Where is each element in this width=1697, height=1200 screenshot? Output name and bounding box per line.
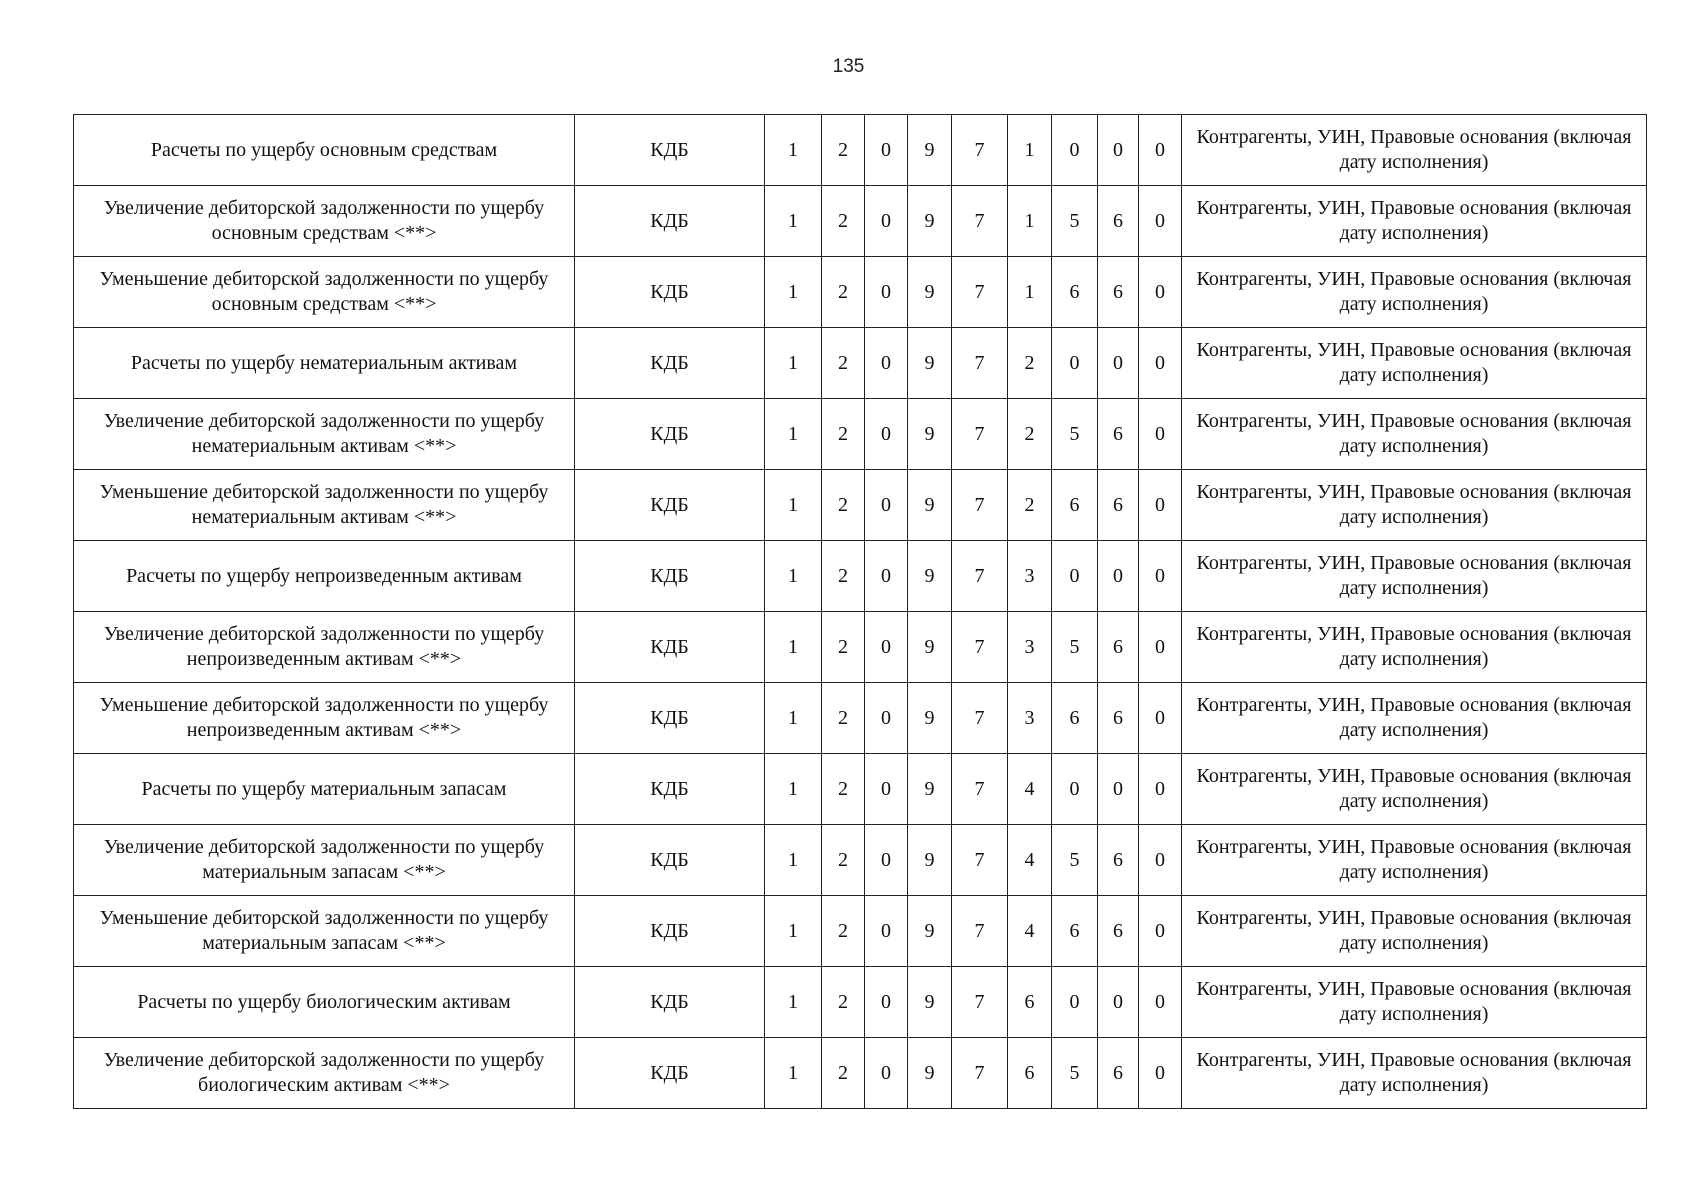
account-digit-cell: 0: [1139, 896, 1182, 967]
account-name-cell: Увеличение дебиторской задолженности по ущербу непроизведенным активам <**>: [74, 612, 575, 683]
account-digit-cell: 0: [1139, 470, 1182, 541]
account-digit-cell: 9: [908, 1038, 952, 1109]
analytics-cell: Контрагенты, УИН, Правовые основания (включая дату исполнения): [1182, 754, 1647, 825]
account-digit-cell: 9: [908, 825, 952, 896]
account-digit-cell: 0: [1139, 754, 1182, 825]
account-digit-cell: 0: [1098, 754, 1139, 825]
account-digit-cell: 5: [1052, 186, 1098, 257]
account-digit-cell: 0: [1139, 115, 1182, 186]
account-digit-cell: 1: [765, 115, 822, 186]
account-digit-cell: 9: [908, 257, 952, 328]
account-digit-cell: 0: [1139, 683, 1182, 754]
account-digit-cell: 0: [1098, 967, 1139, 1038]
account-name-cell: Расчеты по ущербу биологическим активам: [74, 967, 575, 1038]
account-digit-cell: 1: [765, 967, 822, 1038]
account-digit-cell: 1: [1008, 115, 1052, 186]
code-type-cell: КДБ: [575, 186, 765, 257]
account-digit-cell: 1: [765, 541, 822, 612]
table-row: [74, 186, 1647, 257]
account-digit-cell: 1: [1008, 186, 1052, 257]
account-name-cell: Расчеты по ущербу материальным запасам: [74, 754, 575, 825]
account-digit-cell: 0: [1139, 612, 1182, 683]
account-digit-cell: 0: [865, 754, 908, 825]
account-digit-cell: 0: [865, 328, 908, 399]
account-digit-cell: 2: [1008, 470, 1052, 541]
account-digit-cell: 2: [822, 612, 865, 683]
account-digit-cell: 3: [1008, 612, 1052, 683]
account-digit-cell: 0: [865, 967, 908, 1038]
code-type-cell: КДБ: [575, 115, 765, 186]
table-row: [74, 541, 1647, 612]
account-digit-cell: 1: [765, 328, 822, 399]
analytics-cell: Контрагенты, УИН, Правовые основания (включая дату исполнения): [1182, 186, 1647, 257]
account-digit-cell: 1: [765, 754, 822, 825]
account-digit-cell: 0: [1098, 328, 1139, 399]
account-digit-cell: 9: [908, 541, 952, 612]
table-row: [74, 328, 1647, 399]
account-digit-cell: 6: [1098, 399, 1139, 470]
account-digit-cell: 5: [1052, 399, 1098, 470]
account-digit-cell: 9: [908, 115, 952, 186]
account-digit-cell: 1: [765, 1038, 822, 1109]
accounts-table: [73, 114, 1647, 1109]
account-digit-cell: 7: [952, 683, 1008, 754]
code-type-cell: КДБ: [575, 612, 765, 683]
analytics-cell: Контрагенты, УИН, Правовые основания (включая дату исполнения): [1182, 328, 1647, 399]
account-digit-cell: 0: [865, 399, 908, 470]
account-digit-cell: 6: [1098, 1038, 1139, 1109]
account-digit-cell: 5: [1052, 1038, 1098, 1109]
code-type-cell: КДБ: [575, 825, 765, 896]
account-name-cell: Расчеты по ущербу непроизведенным активам: [74, 541, 575, 612]
account-digit-cell: 6: [1052, 470, 1098, 541]
account-digit-cell: 0: [1139, 1038, 1182, 1109]
account-name-cell: Увеличение дебиторской задолженности по ущербу нематериальным активам <**>: [74, 399, 575, 470]
table-row: [74, 399, 1647, 470]
account-digit-cell: 7: [952, 612, 1008, 683]
account-digit-cell: 0: [865, 683, 908, 754]
account-digit-cell: 7: [952, 541, 1008, 612]
analytics-cell: Контрагенты, УИН, Правовые основания (включая дату исполнения): [1182, 612, 1647, 683]
account-digit-cell: 6: [1008, 1038, 1052, 1109]
account-digit-cell: 0: [865, 470, 908, 541]
account-digit-cell: 9: [908, 896, 952, 967]
analytics-cell: Контрагенты, УИН, Правовые основания (включая дату исполнения): [1182, 896, 1647, 967]
account-name-cell: Уменьшение дебиторской задолженности по ущербу материальным запасам <**>: [74, 896, 575, 967]
analytics-cell: Контрагенты, УИН, Правовые основания (включая дату исполнения): [1182, 683, 1647, 754]
account-digit-cell: 2: [822, 825, 865, 896]
account-digit-cell: 7: [952, 896, 1008, 967]
account-digit-cell: 2: [822, 115, 865, 186]
table-row: [74, 612, 1647, 683]
account-digit-cell: 7: [952, 328, 1008, 399]
account-digit-cell: 0: [865, 825, 908, 896]
analytics-cell: Контрагенты, УИН, Правовые основания (включая дату исполнения): [1182, 115, 1647, 186]
account-digit-cell: 6: [1052, 896, 1098, 967]
account-digit-cell: 2: [1008, 328, 1052, 399]
account-digit-cell: 7: [952, 257, 1008, 328]
account-digit-cell: 0: [1052, 754, 1098, 825]
account-digit-cell: 9: [908, 399, 952, 470]
analytics-cell: Контрагенты, УИН, Правовые основания (включая дату исполнения): [1182, 541, 1647, 612]
account-digit-cell: 7: [952, 825, 1008, 896]
account-digit-cell: 0: [1139, 399, 1182, 470]
account-digit-cell: 0: [865, 115, 908, 186]
code-type-cell: КДБ: [575, 1038, 765, 1109]
account-digit-cell: 5: [1052, 825, 1098, 896]
account-digit-cell: 0: [1052, 115, 1098, 186]
table-row: [74, 825, 1647, 896]
table-body: [74, 115, 1647, 1109]
account-digit-cell: 2: [822, 541, 865, 612]
account-name-cell: Расчеты по ущербу основным средствам: [74, 115, 575, 186]
account-digit-cell: 9: [908, 612, 952, 683]
account-digit-cell: 2: [1008, 399, 1052, 470]
account-digit-cell: 1: [765, 399, 822, 470]
account-digit-cell: 0: [865, 896, 908, 967]
code-type-cell: КДБ: [575, 967, 765, 1038]
account-digit-cell: 0: [1139, 328, 1182, 399]
account-digit-cell: 7: [952, 186, 1008, 257]
account-digit-cell: 7: [952, 1038, 1008, 1109]
account-digit-cell: 6: [1052, 257, 1098, 328]
account-name-cell: Увеличение дебиторской задолженности по ущербу основным средствам <**>: [74, 186, 575, 257]
account-digit-cell: 0: [865, 612, 908, 683]
analytics-cell: Контрагенты, УИН, Правовые основания (включая дату исполнения): [1182, 825, 1647, 896]
code-type-cell: КДБ: [575, 541, 765, 612]
account-digit-cell: 6: [1098, 825, 1139, 896]
account-digit-cell: 1: [765, 896, 822, 967]
account-name-cell: Увеличение дебиторской задолженности по ущербу биологическим активам <**>: [74, 1038, 575, 1109]
code-type-cell: КДБ: [575, 328, 765, 399]
account-digit-cell: 6: [1098, 683, 1139, 754]
account-digit-cell: 1: [765, 612, 822, 683]
account-digit-cell: 9: [908, 683, 952, 754]
account-digit-cell: 2: [822, 186, 865, 257]
account-digit-cell: 2: [822, 1038, 865, 1109]
account-digit-cell: 1: [765, 470, 822, 541]
code-type-cell: КДБ: [575, 754, 765, 825]
account-digit-cell: 0: [1052, 967, 1098, 1038]
account-digit-cell: 7: [952, 470, 1008, 541]
account-digit-cell: 0: [1139, 967, 1182, 1038]
page-number: 135: [832, 56, 865, 77]
account-digit-cell: 4: [1008, 754, 1052, 825]
account-digit-cell: 9: [908, 754, 952, 825]
table-row: [74, 683, 1647, 754]
account-digit-cell: 0: [1139, 541, 1182, 612]
table-row: [74, 1038, 1647, 1109]
account-name-cell: Уменьшение дебиторской задолженности по ущербу нематериальным активам <**>: [74, 470, 575, 541]
account-digit-cell: 4: [1008, 825, 1052, 896]
account-digit-cell: 1: [765, 683, 822, 754]
account-digit-cell: 0: [865, 186, 908, 257]
analytics-cell: Контрагенты, УИН, Правовые основания (включая дату исполнения): [1182, 1038, 1647, 1109]
account-digit-cell: 2: [822, 470, 865, 541]
code-type-cell: КДБ: [575, 683, 765, 754]
account-digit-cell: 1: [1008, 257, 1052, 328]
account-digit-cell: 3: [1008, 541, 1052, 612]
code-type-cell: КДБ: [575, 257, 765, 328]
account-digit-cell: 6: [1098, 186, 1139, 257]
table-row: [74, 754, 1647, 825]
code-type-cell: КДБ: [575, 896, 765, 967]
analytics-cell: Контрагенты, УИН, Правовые основания (включая дату исполнения): [1182, 257, 1647, 328]
account-digit-cell: 1: [765, 186, 822, 257]
account-digit-cell: 4: [1008, 896, 1052, 967]
account-digit-cell: 2: [822, 683, 865, 754]
account-digit-cell: 0: [865, 257, 908, 328]
table-row: [74, 115, 1647, 186]
account-digit-cell: 3: [1008, 683, 1052, 754]
account-digit-cell: 0: [1052, 541, 1098, 612]
account-name-cell: Расчеты по ущербу нематериальным активам: [74, 328, 575, 399]
account-digit-cell: 0: [1139, 825, 1182, 896]
account-digit-cell: 0: [1098, 541, 1139, 612]
account-digit-cell: 6: [1098, 257, 1139, 328]
account-digit-cell: 9: [908, 186, 952, 257]
account-digit-cell: 2: [822, 896, 865, 967]
code-type-cell: КДБ: [575, 470, 765, 541]
account-digit-cell: 6: [1098, 896, 1139, 967]
table-row: [74, 896, 1647, 967]
account-digit-cell: 0: [865, 541, 908, 612]
account-digit-cell: 2: [822, 328, 865, 399]
account-digit-cell: 9: [908, 967, 952, 1038]
account-digit-cell: 9: [908, 328, 952, 399]
account-digit-cell: 5: [1052, 612, 1098, 683]
account-digit-cell: 0: [1139, 186, 1182, 257]
account-digit-cell: 0: [1052, 328, 1098, 399]
account-digit-cell: 7: [952, 399, 1008, 470]
table-row: [74, 257, 1647, 328]
account-name-cell: Уменьшение дебиторской задолженности по ущербу основным средствам <**>: [74, 257, 575, 328]
account-digit-cell: 6: [1098, 612, 1139, 683]
account-digit-cell: 6: [1098, 470, 1139, 541]
account-name-cell: Уменьшение дебиторской задолженности по ущербу непроизведенным активам <**>: [74, 683, 575, 754]
account-digit-cell: 6: [1052, 683, 1098, 754]
account-digit-cell: 7: [952, 967, 1008, 1038]
account-digit-cell: 2: [822, 754, 865, 825]
account-digit-cell: 0: [1139, 257, 1182, 328]
account-digit-cell: 2: [822, 399, 865, 470]
analytics-cell: Контрагенты, УИН, Правовые основания (включая дату исполнения): [1182, 967, 1647, 1038]
account-digit-cell: 9: [908, 470, 952, 541]
analytics-cell: Контрагенты, УИН, Правовые основания (включая дату исполнения): [1182, 470, 1647, 541]
analytics-cell: Контрагенты, УИН, Правовые основания (включая дату исполнения): [1182, 399, 1647, 470]
account-name-cell: Увеличение дебиторской задолженности по ущербу материальным запасам <**>: [74, 825, 575, 896]
account-digit-cell: 2: [822, 967, 865, 1038]
account-digit-cell: 7: [952, 754, 1008, 825]
account-digit-cell: 2: [822, 257, 865, 328]
account-digit-cell: 0: [1098, 115, 1139, 186]
account-digit-cell: 1: [765, 825, 822, 896]
table-row: [74, 967, 1647, 1038]
account-digit-cell: 0: [865, 1038, 908, 1109]
account-digit-cell: 7: [952, 115, 1008, 186]
account-digit-cell: 6: [1008, 967, 1052, 1038]
code-type-cell: КДБ: [575, 399, 765, 470]
table-row: [74, 470, 1647, 541]
account-digit-cell: 1: [765, 257, 822, 328]
